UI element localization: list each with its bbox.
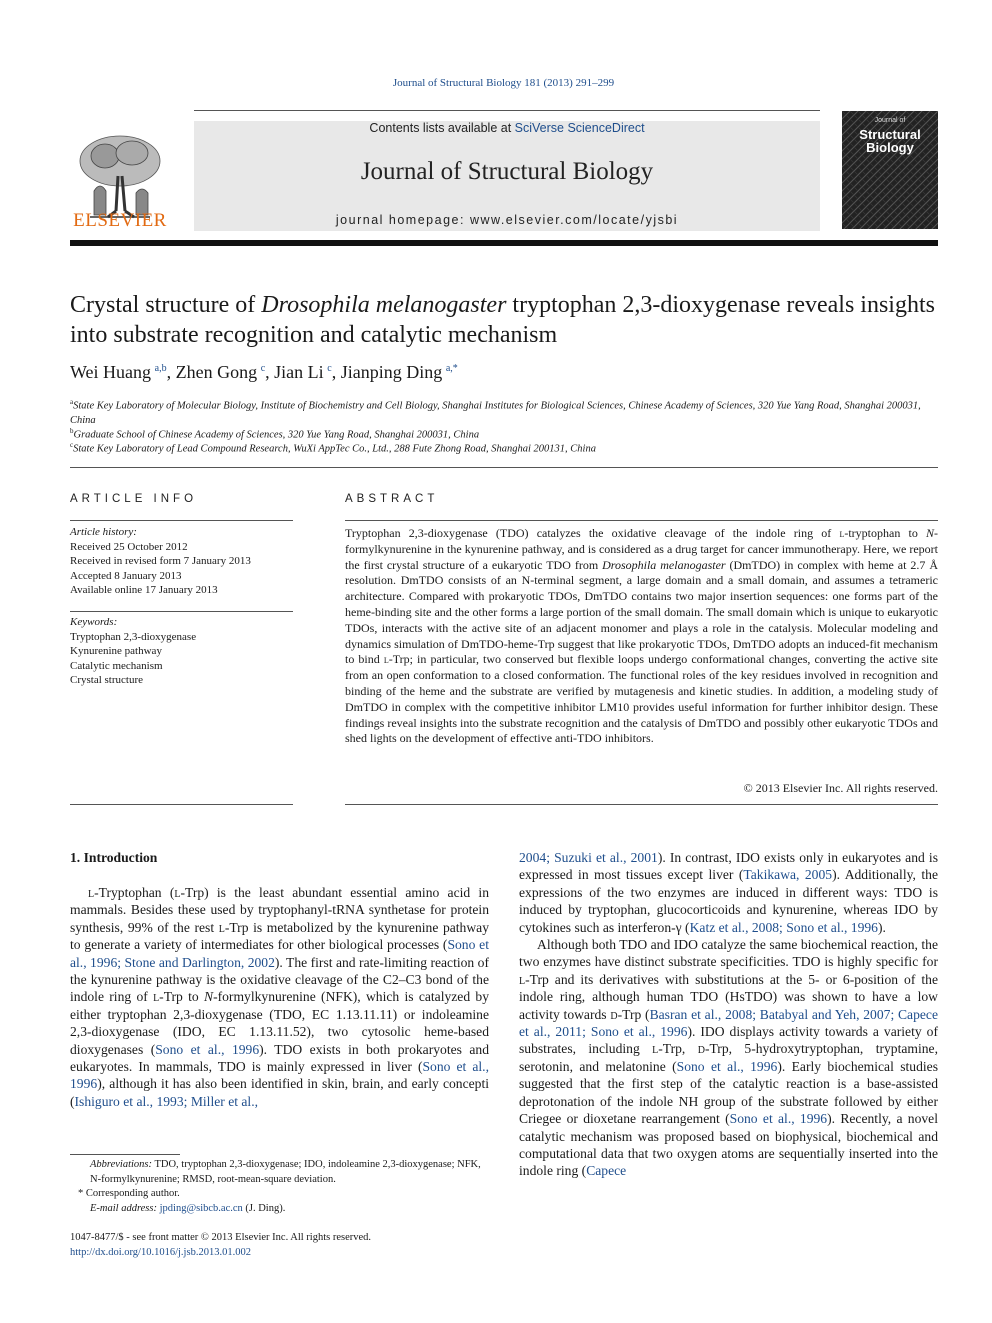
- cover-top-text: Journal of: [874, 117, 906, 124]
- history-revised: Received in revised form 7 January 2013: [70, 555, 251, 567]
- citation-link[interactable]: Ishiguro et al., 1993; Miller et al.,: [74, 1093, 259, 1109]
- intro-paragraph-1: [70, 884, 489, 1110]
- cover-title-line-2: Biology: [866, 140, 914, 155]
- title-part-1: Crystal structure of: [70, 292, 262, 318]
- small-caps-text: d: [610, 1006, 618, 1022]
- author-affiliation-marker[interactable]: c: [327, 363, 332, 374]
- affiliation-text: Graduate School of Chinese Academy of Sciences, 320 Yue Yang Road, Shanghai 200031, China: [73, 429, 480, 441]
- citation-link[interactable]: Sono et al., 1996: [676, 1058, 778, 1074]
- article-info-rule: [70, 520, 293, 521]
- intro-left-column: [70, 884, 489, 1110]
- issn-line: 1047-8477/$ - see front matter © 2013 Elsevier Inc. All rights reserved.: [70, 1232, 372, 1243]
- front-matter: [70, 1231, 490, 1260]
- homepage-line: [194, 213, 820, 227]
- title-species: Drosophila melanogaster: [261, 292, 507, 318]
- body-text: -Trp,: [658, 1041, 698, 1057]
- body-text: -Tryptophan (: [94, 885, 175, 900]
- article-title: [70, 290, 938, 350]
- body-text: Although both TDO and IDO catalyze the same biochemical reaction, the two enzymes have distinct substrate specificities. TDO is highly specific for: [519, 937, 938, 970]
- title-bottom-rule: [70, 467, 938, 468]
- history-accepted: Accepted 8 January 2013: [70, 569, 182, 582]
- journal-cover-image: [842, 111, 938, 229]
- citation-link[interactable]: 2004; Suzuki et al., 2001: [519, 850, 658, 865]
- article-info-bottom-rule: [70, 804, 293, 805]
- article-info-heading: ARTICLE INFO: [70, 493, 198, 505]
- small-caps-text: l: [174, 885, 181, 900]
- author-affiliation-marker[interactable]: a,*: [445, 363, 458, 374]
- small-caps-text: l: [652, 1041, 659, 1057]
- email-link[interactable]: jpding@sibcb.ac.cn: [159, 1202, 243, 1214]
- citation-link[interactable]: Katz et al., 2008; Sono et al., 1996: [689, 919, 878, 935]
- author-name: Jian Li: [274, 362, 324, 382]
- article-history: [70, 525, 293, 598]
- journal-reference[interactable]: Journal of Structural Biology 181 (2013) 291–299: [392, 77, 615, 89]
- body-text: -Trp is metabolized by the kynurenine pathway to generate a variety of intermediates for other biological processes (: [70, 919, 489, 953]
- author-separator: ,: [331, 362, 341, 382]
- body-text: -formylkynurenine (NFK), which is catalyzed by either tryptophan 2,3-dioxygenase (TDO, EC 1.13.11.11) or indoleamine 2,3-dioxygenase (IDO, EC 1.13.11.52), two cytosolic heme-based dioxygenases (: [70, 989, 490, 1057]
- footnotes: [70, 1158, 490, 1216]
- body-text: -Trp to: [159, 989, 204, 1005]
- body-text: ). In contrast, IDO exists only in eukaryotes and is expressed in most tissues except liver (: [519, 850, 938, 883]
- affiliation-marker: a: [70, 398, 74, 406]
- body-text: -Trp and its derivatives with substitutions at the 5- or 6-position of the indole ring, although human TDO (HsTDO) was shown to have a low activity towards: [519, 971, 938, 1022]
- intro-paragraph-2: [519, 936, 938, 1180]
- citation-link[interactable]: Sono et al., 1996: [729, 1111, 828, 1127]
- cover-title-line-1: Structural: [859, 127, 921, 142]
- small-caps-text: d: [697, 1041, 705, 1057]
- small-caps-text: l: [519, 971, 526, 987]
- email-suffix: (J. Ding).: [242, 1202, 286, 1214]
- body-text: ). Additionally, the expressions of the two enzymes are induced in different ways: TDO is induced by tryptophan, glucocorticoids and kynurenine, whereas IDO by cytokines such as interferon-γ (: [519, 867, 938, 935]
- abstract-bottom-rule: [345, 804, 938, 805]
- history-received: Received 25 October 2012: [70, 540, 188, 553]
- body-text: -Trp (: [617, 1006, 650, 1022]
- small-caps-text: l: [153, 989, 160, 1005]
- history-online: Available online 17 January 2013: [70, 584, 218, 596]
- author-separator: ,: [265, 362, 275, 382]
- affiliation-text: State Key Laboratory of Molecular Biology, Institute of Biochemistry and Cell Biology, Shanghai Institutes for Biological Sciences, Chinese Academy of Sciences, 320 Yue Yang Road, Shanghai 200031, China: [70, 400, 921, 426]
- homepage-url[interactable]: www.elsevier.com/locate/yjsbi: [469, 213, 679, 227]
- journal-banner: [194, 121, 820, 231]
- doi-link[interactable]: http://dx.doi.org/10.1016/j.jsb.2013.01.002: [70, 1246, 251, 1258]
- homepage-prefix: journal homepage:: [335, 213, 470, 227]
- body-text: ). IDO displays activity towards a variety of substrates, including: [519, 1024, 938, 1057]
- abbreviations-label: Abbreviations:: [90, 1159, 153, 1170]
- citation-link[interactable]: Takikawa, 2005: [743, 867, 833, 883]
- citation-link[interactable]: Sono et al., 1996; Stone and Darlington, 2002: [70, 937, 489, 970]
- keyword-item: Kynurenine pathway: [70, 645, 162, 657]
- body-text: ).: [877, 919, 886, 935]
- title-part-2: tryptophan 2,3-dioxygenase reveals insights into substrate recognition and catalytic mechanism: [70, 292, 935, 348]
- abbreviations-text: TDO, tryptophan 2,3-dioxygenase; IDO, indoleamine 2,3-dioxygenase; NFK, N-formylkynurenine; RMSD, root-mean-square deviation.: [90, 1159, 481, 1185]
- abstract-heading: ABSTRACT: [345, 493, 439, 505]
- header-rule: [194, 110, 820, 111]
- abstract-body: Tryptophan 2,3-dioxygenase (TDO) catalyzes the oxidative cleavage of the indole ring of l-tryptophan to N-formylkynurenine in the kynurenine pathway, and is considered as a drug target for cancer immunotherapy. Here, we report the first crystal structure of a eukaryotic TDO from Drosophila melanogaster (DmTDO) in complex with heme at 2.7 Å resolution. DmTDO consists of an N-terminal segment, a large domain and a small domain, and assumes a tetrameric architecture. Compared with prokaryotic TDOs, DmTDO contains two major insertion sequences: one forms part of the heme-binding site and the other forms a large portion of the small domain. The small domain which is unique to eukaryotic TDOs, interacts with the active site of an adjacent monomer and plays a role in the catalysis. Molecular modeling and dynamics simulation of DmTDO-heme-Trp suggest that like prokaryotic TDOs, DmTDO adopts an induced-fit mechanism to bind l-Trp; in particular, two conserved but flexible loops undergo conformational changes, converting the active site from an open conformation to a closed conformation. The functional roles of the key residues involved in recognition and binding of the heme and the substrate are verified by mutagenesis and kinetic studies. In addition, a modeling study of DmTDO in complex with the competitive inhibitor LM10 provides useful information for further inhibitor design. These findings reveal insights into the substrate recognition and the catalysis of DmTDO and possibly other eukaryotic TDOs and shed lights on the development of effective anti-TDO inhibitors.: [345, 526, 938, 746]
- header-thick-rule: [70, 240, 938, 246]
- intro-paragraph-1-cont: [519, 849, 938, 936]
- journal-name: Journal of Structural Biology: [360, 158, 654, 185]
- elsevier-wordmark: ELSEVIER: [73, 210, 167, 231]
- citation-link[interactable]: Sono et al., 1996: [70, 1059, 489, 1092]
- author-separator: ,: [166, 362, 176, 382]
- cover-title: [842, 128, 938, 154]
- author-affiliation-marker[interactable]: a,b: [154, 363, 167, 374]
- keywords: [70, 615, 293, 688]
- contents-prefix: Contents lists available at: [369, 121, 515, 135]
- author-name: Zhen Gong: [175, 362, 258, 382]
- citation-link[interactable]: Sono et al., 1996: [155, 1041, 260, 1057]
- keywords-rule: [70, 611, 293, 612]
- corresponding-author-note: * Corresponding author.: [78, 1188, 180, 1199]
- small-caps-text: l: [88, 885, 95, 900]
- body-text: ). Recently, a novel catalytic mechanism was proposed based on biophysical, biochemical and computational data that two oxygen atoms are sequentially inserted into the indole ring (: [519, 1111, 938, 1179]
- keyword-item: Tryptophan 2,3-dioxygenase: [70, 630, 197, 643]
- sciencedirect-link[interactable]: SciVerse ScienceDirect: [514, 121, 645, 135]
- body-text: -Trp) is the least abundant essential amino acid in mammals. Besides these used by tryptophanyl-tRNA synthetase for protein synthesis, 99% of the rest: [70, 885, 489, 935]
- email-footnote: [70, 1202, 490, 1217]
- affiliation-marker: b: [70, 427, 74, 435]
- italic-text: N: [204, 989, 214, 1005]
- body-text: ). Early biochemical studies suggested that the first step of the catalytic reaction is a base-assisted deprotonation of the indole NH group of the substrate followed by either Criegee or dioxetane rearrangement (: [519, 1058, 938, 1127]
- contents-line: [194, 121, 820, 135]
- body-text: -Trp, 5-hydroxytryptophan, tryptamine, serotonin, and melatonine (: [519, 1041, 938, 1074]
- author-name: Jianping Ding: [340, 362, 443, 382]
- history-label: Article history:: [70, 526, 137, 538]
- email-label: E-mail address:: [90, 1202, 157, 1214]
- citation-link[interactable]: Basran et al., 2008; Batabyal and Yeh, 2007; Capece et al., 2011; Sono et al., 1996: [519, 1006, 938, 1040]
- affiliation-marker: c: [70, 441, 74, 449]
- body-text: ), although it has also been identified in skin, brain, and early concepti (: [70, 1076, 489, 1109]
- body-text: ). The first and rate-limiting reaction of the kynurenine pathway is the oxidative cleavage of the C2–C3 bond of the indole ring of: [70, 954, 489, 1005]
- abstract-rule: [345, 520, 938, 521]
- keywords-label: Keywords:: [70, 616, 118, 628]
- author-name: Wei Huang: [70, 362, 152, 382]
- affiliation-text: State Key Laboratory of Lead Compound Research, WuXi AppTec Co., Ltd., 288 Fute Zhong Road, Shanghai 200131, China: [73, 443, 596, 455]
- introduction-heading: 1. Introduction: [70, 850, 158, 865]
- small-caps-text: l: [218, 919, 225, 935]
- author-affiliation-marker[interactable]: c: [260, 363, 266, 374]
- footnote-rule: [70, 1154, 180, 1155]
- keyword-item: Crystal structure: [70, 674, 144, 686]
- abstract-copyright: © 2013 Elsevier Inc. All rights reserved.: [743, 781, 938, 795]
- author-list: [70, 362, 938, 383]
- body-text: ). TDO exists in both prokaryotes and eukaryotes. In mammals, TDO is mainly expressed in liver (: [70, 1041, 489, 1075]
- abbreviations-footnote: [70, 1158, 490, 1187]
- intro-right-column: [519, 849, 938, 1180]
- keyword-item: Catalytic mechanism: [70, 659, 163, 672]
- affiliation-c: [70, 438, 930, 457]
- citation-link[interactable]: Capece: [586, 1163, 627, 1179]
